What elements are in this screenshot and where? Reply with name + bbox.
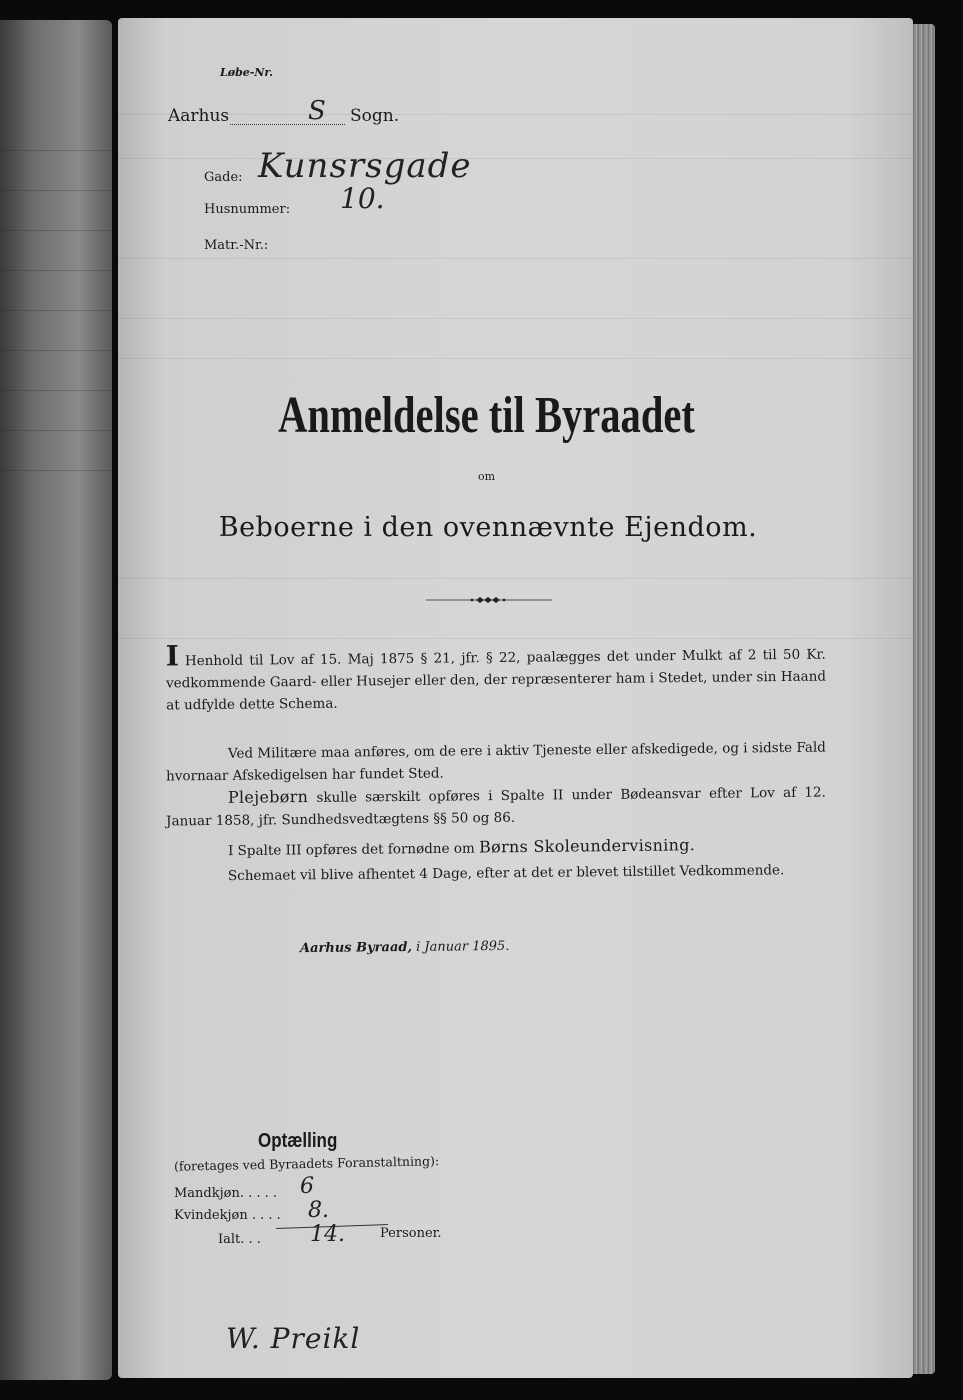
plejeborn-emphasis: Plejebørn [227, 786, 309, 807]
paragraph-schemaet: Schemaet vil blive afhentet 4 Dage, efter at det er blevet tilstillet Vedkommende. [227, 862, 785, 885]
count-subtitle: (foretages ved Byraadets Foranstaltning): [173, 1153, 440, 1174]
printed-signature [300, 939, 510, 956]
sogn-handwritten-value: S [308, 96, 326, 126]
document-page [118, 18, 913, 1378]
mandkjon-value: 6 [300, 1174, 314, 1199]
skoleundervisning-emphasis: Børns Skoleundervisning. [478, 835, 696, 857]
paragraph-spalte-iii-text: I Spalte III opføres det fornødne om [227, 840, 475, 860]
title-om: om [477, 470, 496, 483]
ialt-label: Ialt. . . [218, 1232, 261, 1247]
ialt-value: 14. [310, 1222, 345, 1247]
aarhus-label: Aarhus [168, 106, 230, 126]
paragraph-henhold-text: Henhold til Lov af 15. Maj 1875 § 21, jfr. § 22, paalægges det under Mulkt af 2 til 50 Kr. vedkommende Gaard- eller Husejer eller den, der repræsenterer ham i Stedet, under sin Haand at udfylde dette Schema. [165, 646, 827, 714]
left-page-edge [0, 20, 112, 1380]
dropcap: I [165, 639, 180, 673]
sogn-label: Sogn. [350, 106, 400, 126]
husnummer-handwritten-value: 10. [340, 182, 385, 215]
handwritten-signature: W. Preikl [226, 1322, 361, 1355]
gade-handwritten-value: Kunsrsgade [258, 146, 472, 186]
sogn-fill-line [230, 124, 345, 125]
matr-nr-label: Matr.-Nr.: [204, 238, 269, 253]
paragraph-spalte-iii [228, 833, 828, 862]
lobe-nr-label: Løbe-Nr. [220, 66, 273, 79]
personer-label: Personer. [380, 1226, 442, 1241]
printed-signature-name: Aarhus Byraad, [299, 939, 413, 957]
gade-label: Gade: [204, 170, 243, 185]
kvindekjon-value: 8. [308, 1198, 329, 1223]
count-title: Optælling [258, 1130, 338, 1152]
printed-signature-date: i Januar 1895. [416, 938, 510, 955]
mandkjon-label: Mandkjøn. . . . . [174, 1186, 278, 1201]
paragraph-militaere: Ved Militære maa anføres, om de ere i aktiv Tjeneste eller afskedigede, og i sidste Fald hvornaar Afskedigelsen har fundet Sted. [166, 739, 826, 785]
husnummer-label: Husnummer: [204, 202, 291, 217]
paragraph-henhold [166, 641, 827, 717]
paragraph-plejeborn-text: skulle særskilt opføres i Spalte II under Bødeansvar efter Lov af 12. Januar 1858, jfr. Sundhedsvedtægtens §§ 50 og 86. [166, 784, 826, 830]
document-title: Anmeldelse til Byraadet [278, 387, 695, 444]
kvindekjon-label: Kvindekjøn . . . . [174, 1208, 281, 1223]
document-subtitle: Beboerne i den ovennævnte Ejendom. [218, 512, 758, 543]
ornament-divider [426, 595, 552, 605]
paragraph-plejeborn [166, 781, 826, 833]
